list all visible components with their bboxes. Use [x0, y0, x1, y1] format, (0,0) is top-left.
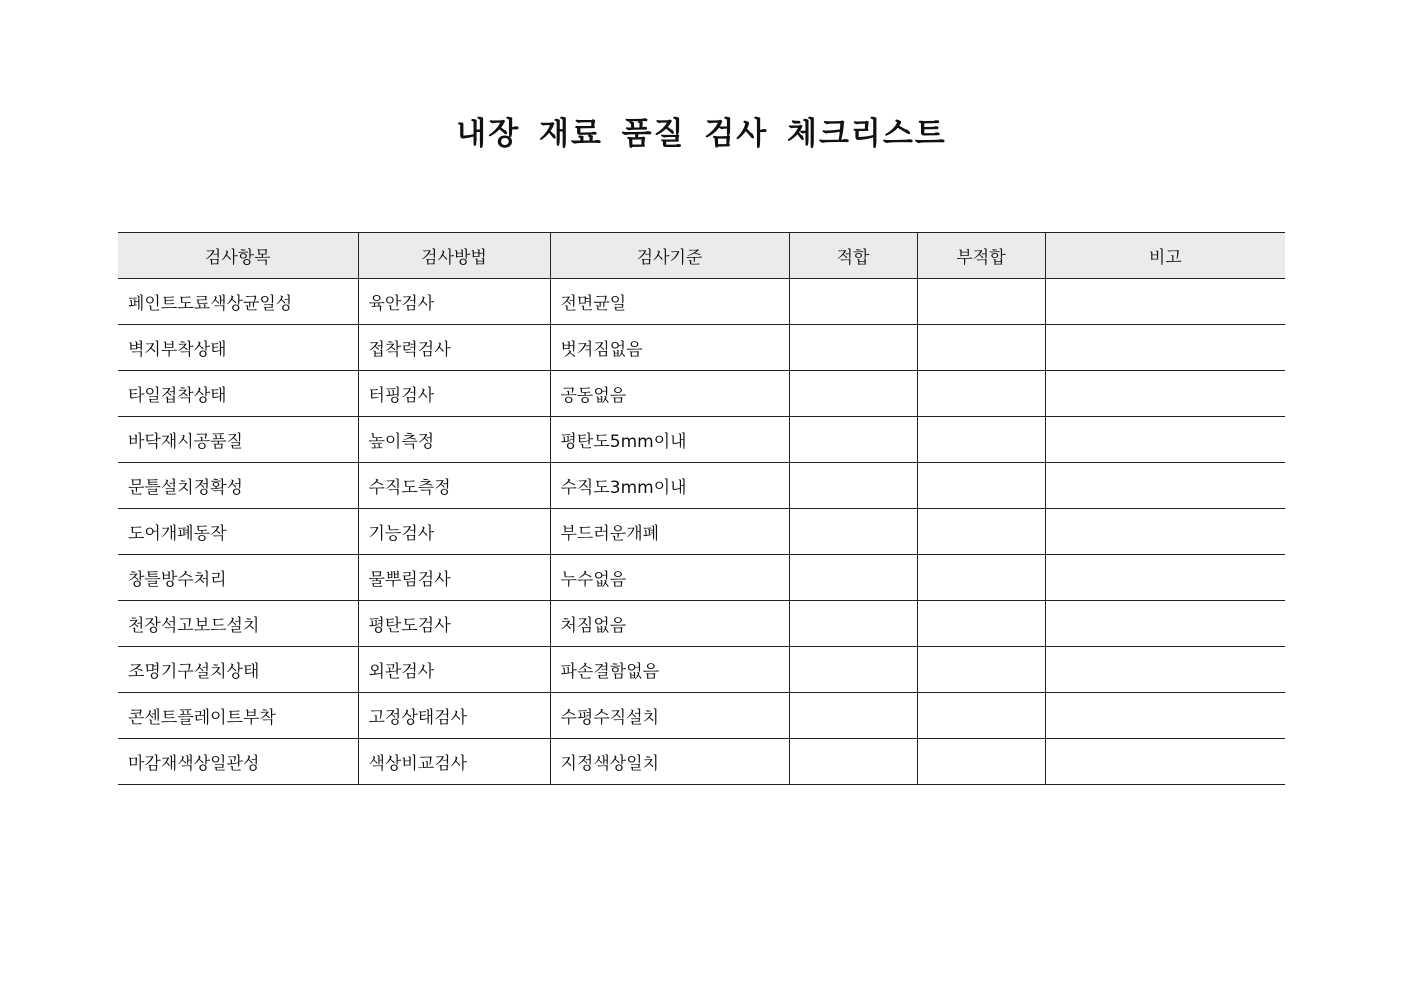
- cell-pass[interactable]: [789, 739, 917, 785]
- cell-inspection-criteria: 공동없음: [550, 371, 789, 417]
- cell-inspection-method: 터핑검사: [358, 371, 550, 417]
- table-row: [118, 279, 1285, 325]
- cell-inspection-criteria: 수평수직설치: [550, 693, 789, 739]
- cell-fail[interactable]: [917, 647, 1045, 693]
- cell-fail[interactable]: [917, 371, 1045, 417]
- cell-inspection-criteria: 수직도3mm이내: [550, 463, 789, 509]
- document-title: 내장 재료 품질 검사 체크리스트: [456, 116, 947, 152]
- cell-inspection-method: 수직도측정: [358, 463, 550, 509]
- header-inspection-criteria: 검사기준: [550, 233, 789, 279]
- table-row: [118, 739, 1285, 785]
- cell-inspection-method: 육안검사: [358, 279, 550, 325]
- table-row: [118, 417, 1285, 463]
- table-row: [118, 325, 1285, 371]
- cell-remarks[interactable]: [1045, 279, 1285, 325]
- cell-inspection-item: 콘센트플레이트부착: [118, 693, 358, 739]
- cell-remarks[interactable]: [1045, 739, 1285, 785]
- header-fail: 부적합: [917, 233, 1045, 279]
- checklist-table: [118, 232, 1285, 785]
- cell-fail[interactable]: [917, 693, 1045, 739]
- cell-fail[interactable]: [917, 463, 1045, 509]
- cell-inspection-item: 마감재색상일관성: [118, 739, 358, 785]
- header-inspection-method: 검사방법: [358, 233, 550, 279]
- table-row: [118, 647, 1285, 693]
- header-remarks: 비고: [1045, 233, 1285, 279]
- header-pass: 적합: [789, 233, 917, 279]
- cell-inspection-item: 문틀설치정확성: [118, 463, 358, 509]
- cell-inspection-item: 천장석고보드설치: [118, 601, 358, 647]
- cell-pass[interactable]: [789, 371, 917, 417]
- cell-pass[interactable]: [789, 647, 917, 693]
- cell-fail[interactable]: [917, 739, 1045, 785]
- cell-fail[interactable]: [917, 325, 1045, 371]
- cell-remarks[interactable]: [1045, 325, 1285, 371]
- table-header: [118, 233, 1285, 279]
- cell-inspection-item: 벽지부착상태: [118, 325, 358, 371]
- cell-inspection-method: 물뿌림검사: [358, 555, 550, 601]
- cell-pass[interactable]: [789, 555, 917, 601]
- cell-pass[interactable]: [789, 279, 917, 325]
- cell-inspection-criteria: 파손결함없음: [550, 647, 789, 693]
- header-row: [118, 233, 1285, 279]
- cell-inspection-method: 색상비교검사: [358, 739, 550, 785]
- cell-pass[interactable]: [789, 417, 917, 463]
- cell-remarks[interactable]: [1045, 601, 1285, 647]
- table-body: [118, 279, 1285, 785]
- cell-inspection-item: 조명기구설치상태: [118, 647, 358, 693]
- cell-inspection-method: 기능검사: [358, 509, 550, 555]
- cell-inspection-item: 도어개폐동작: [118, 509, 358, 555]
- cell-inspection-criteria: 벗겨짐없음: [550, 325, 789, 371]
- cell-inspection-item: 타일접착상태: [118, 371, 358, 417]
- cell-inspection-criteria: 전면균일: [550, 279, 789, 325]
- cell-remarks[interactable]: [1045, 555, 1285, 601]
- cell-fail[interactable]: [917, 601, 1045, 647]
- cell-inspection-criteria: 지정색상일치: [550, 739, 789, 785]
- table-row: [118, 463, 1285, 509]
- cell-remarks[interactable]: [1045, 371, 1285, 417]
- table-row: [118, 371, 1285, 417]
- cell-pass[interactable]: [789, 463, 917, 509]
- cell-inspection-criteria: 누수없음: [550, 555, 789, 601]
- cell-fail[interactable]: [917, 555, 1045, 601]
- cell-fail[interactable]: [917, 279, 1045, 325]
- cell-inspection-method: 외관검사: [358, 647, 550, 693]
- cell-remarks[interactable]: [1045, 647, 1285, 693]
- table-row: [118, 601, 1285, 647]
- cell-pass[interactable]: [789, 325, 917, 371]
- cell-remarks[interactable]: [1045, 693, 1285, 739]
- cell-inspection-method: 고정상태검사: [358, 693, 550, 739]
- cell-inspection-criteria: 부드러운개폐: [550, 509, 789, 555]
- cell-inspection-method: 접착력검사: [358, 325, 550, 371]
- cell-inspection-criteria: 처짐없음: [550, 601, 789, 647]
- cell-fail[interactable]: [917, 417, 1045, 463]
- cell-inspection-item: 페인트도료색상균일성: [118, 279, 358, 325]
- cell-pass[interactable]: [789, 509, 917, 555]
- cell-pass[interactable]: [789, 693, 917, 739]
- cell-pass[interactable]: [789, 601, 917, 647]
- cell-remarks[interactable]: [1045, 463, 1285, 509]
- cell-inspection-item: 창틀방수처리: [118, 555, 358, 601]
- cell-inspection-method: 높이측정: [358, 417, 550, 463]
- cell-remarks[interactable]: [1045, 509, 1285, 555]
- table-row: [118, 693, 1285, 739]
- cell-inspection-method: 평탄도검사: [358, 601, 550, 647]
- table-row: [118, 509, 1285, 555]
- cell-fail[interactable]: [917, 509, 1045, 555]
- cell-remarks[interactable]: [1045, 417, 1285, 463]
- cell-inspection-item: 바닥재시공품질: [118, 417, 358, 463]
- table-row: [118, 555, 1285, 601]
- cell-inspection-criteria: 평탄도5mm이내: [550, 417, 789, 463]
- header-inspection-item: 검사항목: [118, 233, 358, 279]
